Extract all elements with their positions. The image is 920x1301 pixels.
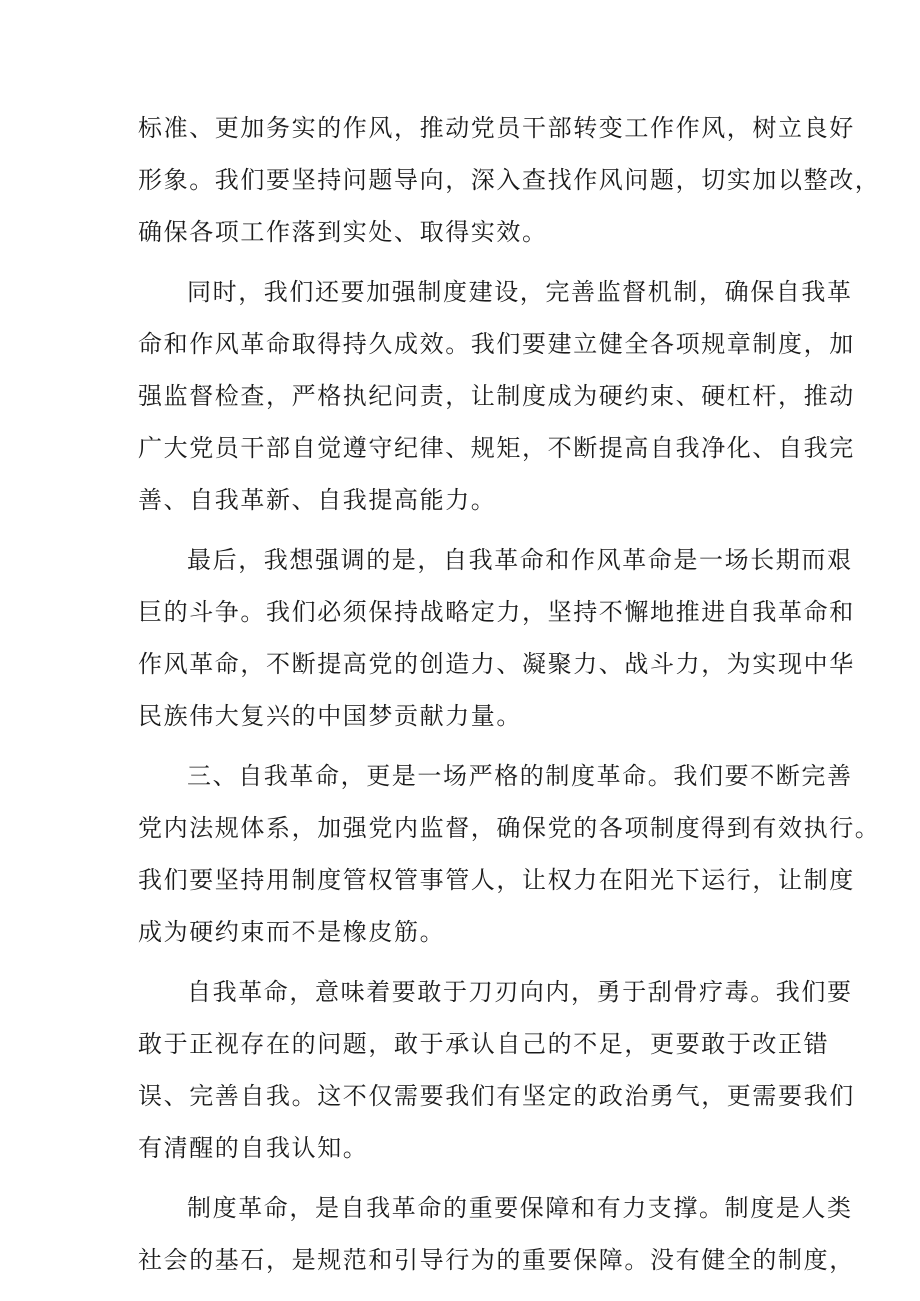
document-body bbox=[138, 102, 881, 1286]
text-line: 我们要坚持用制度管权管事管人，让权力在阳光下运行，让制度 bbox=[138, 866, 855, 894]
text-line: 党内法规体系，加强党内监督，确保党的各项制度得到有效执行。 bbox=[138, 814, 881, 842]
paragraph bbox=[138, 750, 881, 958]
paragraph bbox=[138, 534, 855, 742]
text-line: 敢于正视存在的问题，敢于承认自己的不足，更要敢于改正错 bbox=[138, 1030, 830, 1058]
text-line: 三、自我革命，更是一场严格的制度革命。我们要不断完善 bbox=[187, 762, 853, 790]
paragraph bbox=[138, 266, 855, 526]
text-line: 有清醒的自我认知。 bbox=[138, 1134, 369, 1162]
text-line: 强监督检查，严格执纪问责，让制度成为硬约束、硬杠杆，推动 bbox=[138, 382, 855, 410]
text-line: 标准、更加务实的作风，推动党员干部转变工作作风，树立良好 bbox=[138, 114, 855, 142]
text-line: 命和作风革命取得持久成效。我们要建立健全各项规章制度，加 bbox=[138, 330, 855, 358]
text-line: 成为硬约束而不是橡皮筋。 bbox=[138, 918, 446, 946]
paragraph bbox=[138, 1182, 855, 1286]
text-line: 同时，我们还要加强制度建设，完善监督机制，确保自我革 bbox=[187, 278, 853, 306]
text-line: 巨的斗争。我们必须保持战略定力，坚持不懈地推进自我革命和 bbox=[138, 598, 855, 626]
text-line: 确保各项工作落到实处、取得实效。 bbox=[138, 218, 548, 246]
text-line: 误、完善自我。这不仅需要我们有坚定的政治勇气，更需要我们 bbox=[138, 1082, 855, 1110]
text-line: 作风革命，不断提高党的创造力、凝聚力、战斗力，为实现中华 bbox=[138, 650, 855, 678]
text-line: 善、自我革新、自我提高能力。 bbox=[138, 486, 497, 514]
text-line: 形象。我们要坚持问题导向，深入查找作风问题，切实加以整改， bbox=[138, 166, 881, 194]
paragraph bbox=[138, 102, 881, 258]
paragraph bbox=[138, 966, 855, 1174]
text-line: 社会的基石，是规范和引导行为的重要保障。没有健全的制度， bbox=[138, 1246, 855, 1274]
text-line: 民族伟大复兴的中国梦贡献力量。 bbox=[138, 702, 522, 730]
text-line: 广大党员干部自觉遵守纪律、规矩，不断提高自我净化、自我完 bbox=[138, 434, 855, 462]
text-line: 最后，我想强调的是，自我革命和作风革命是一场长期而艰 bbox=[187, 546, 853, 574]
text-line: 自我革命，意味着要敢于刀刃向内，勇于刮骨疗毒。我们要 bbox=[187, 978, 853, 1006]
text-line: 制度革命，是自我革命的重要保障和有力支撑。制度是人类 bbox=[187, 1194, 853, 1222]
